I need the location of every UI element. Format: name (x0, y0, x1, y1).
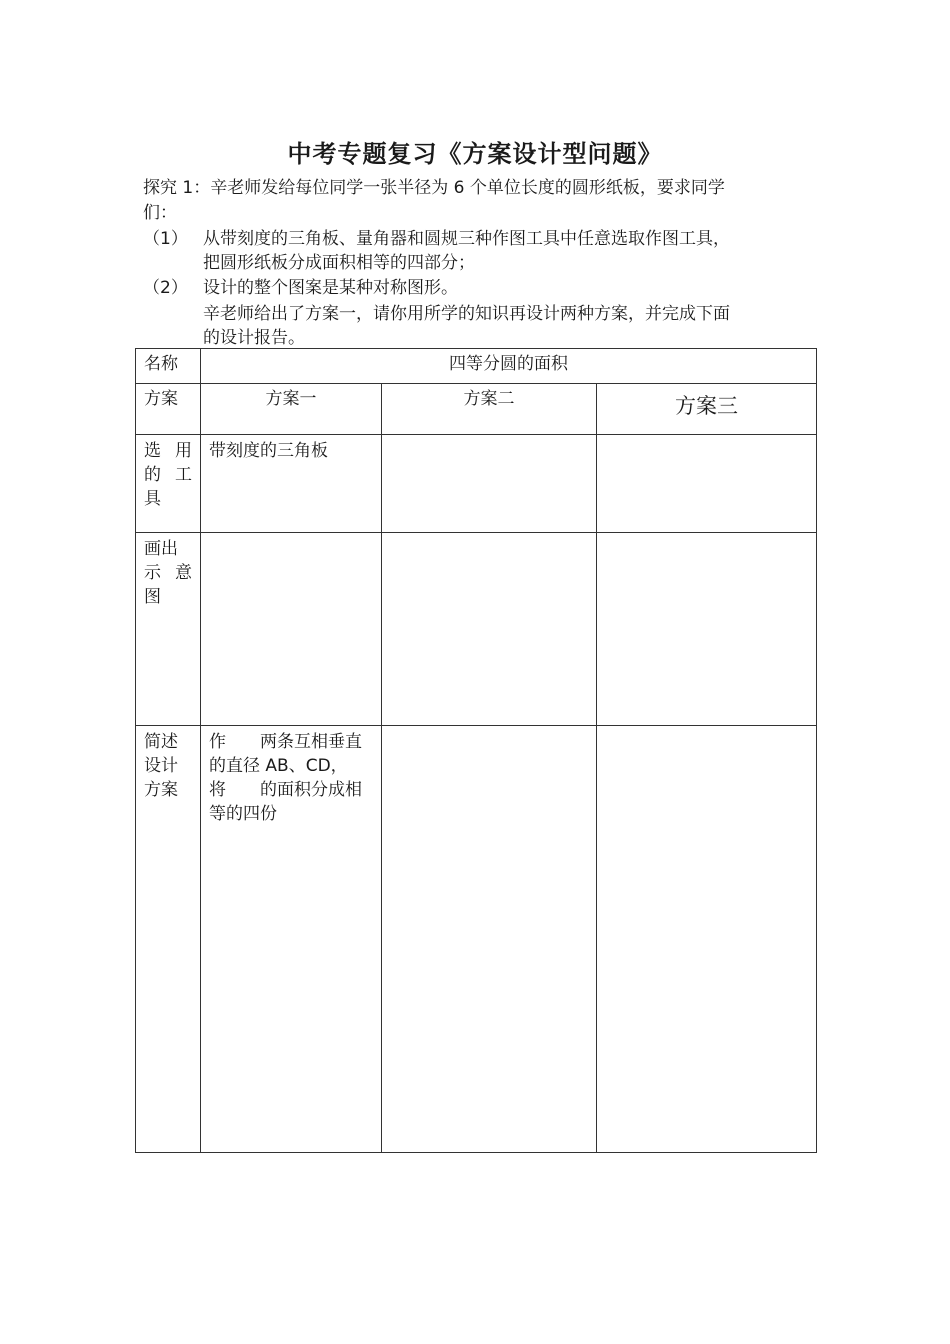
page-title: 中考专题复习《方案设计型问题》 (287, 140, 663, 168)
intro-line-2: 们： (143, 203, 177, 223)
sketch-plan-1[interactable] (201, 533, 382, 726)
description-plan-1 (201, 726, 382, 1153)
label-name: 名称 (136, 349, 201, 384)
label-desc-l2: 设计 (144, 756, 178, 776)
label-tools (136, 435, 201, 533)
table-row-sketch (136, 533, 817, 726)
desc-plan-1-l4: 等的四份 (209, 804, 277, 824)
label-tools-l2: 的 工 (144, 465, 192, 485)
item-1-line-2: 把圆形纸板分成面积相等的四部分； (203, 253, 475, 273)
label-sketch (136, 533, 201, 726)
table-row-plan (136, 384, 817, 435)
tools-plan-3[interactable] (597, 435, 817, 533)
sketch-plan-2[interactable] (382, 533, 597, 726)
header-plan-3: 方案三 (597, 384, 817, 435)
table-row-name (136, 349, 817, 384)
desc-plan-1-l1: 作 两条互相垂直 (209, 732, 362, 752)
desc-plan-1-l3: 将 的面积分成相 (209, 780, 362, 800)
tools-plan-2[interactable] (382, 435, 597, 533)
label-sketch-l2: 示 意 (144, 563, 192, 583)
header-plan-2: 方案二 (382, 384, 597, 435)
description-plan-3[interactable] (597, 726, 817, 1153)
intro-line-1: 探究 1：辛老师发给每位同学一张半径为 6 个单位长度的圆形纸板，要求同学 (143, 178, 725, 198)
label-description (136, 726, 201, 1153)
item-2-number: （2） (143, 278, 188, 298)
label-plan: 方案 (136, 384, 201, 435)
value-name: 四等分圆的面积 (201, 349, 817, 384)
item-1-line-1: 从带刻度的三角板、量角器和圆规三种作图工具中任意选取作图工具， (203, 229, 730, 249)
desc-plan-1-l2: 的直径 AB、CD， (209, 756, 348, 776)
label-sketch-l3: 图 (144, 587, 161, 607)
label-desc-l3: 方案 (144, 780, 178, 800)
design-report-table (135, 348, 817, 1153)
sketch-plan-3[interactable] (597, 533, 817, 726)
header-plan-1: 方案一 (201, 384, 382, 435)
label-desc-l1: 简述 (144, 732, 178, 752)
label-tools-l3: 具 (144, 489, 161, 509)
item-2-line-2: 辛老师给出了方案一，请你用所学的知识再设计两种方案，并完成下面 (203, 304, 730, 324)
tools-plan-1: 带刻度的三角板 (201, 435, 382, 533)
table-row-tools (136, 435, 817, 533)
item-1-number: （1） (143, 229, 188, 249)
label-tools-l1: 选 用 (144, 441, 192, 461)
item-2-line-3: 的设计报告。 (203, 328, 305, 348)
item-2-line-1: 设计的整个图案是某种对称图形。 (203, 278, 458, 298)
table-row-description (136, 726, 817, 1153)
description-plan-2[interactable] (382, 726, 597, 1153)
label-sketch-l1: 画出 (144, 539, 178, 559)
